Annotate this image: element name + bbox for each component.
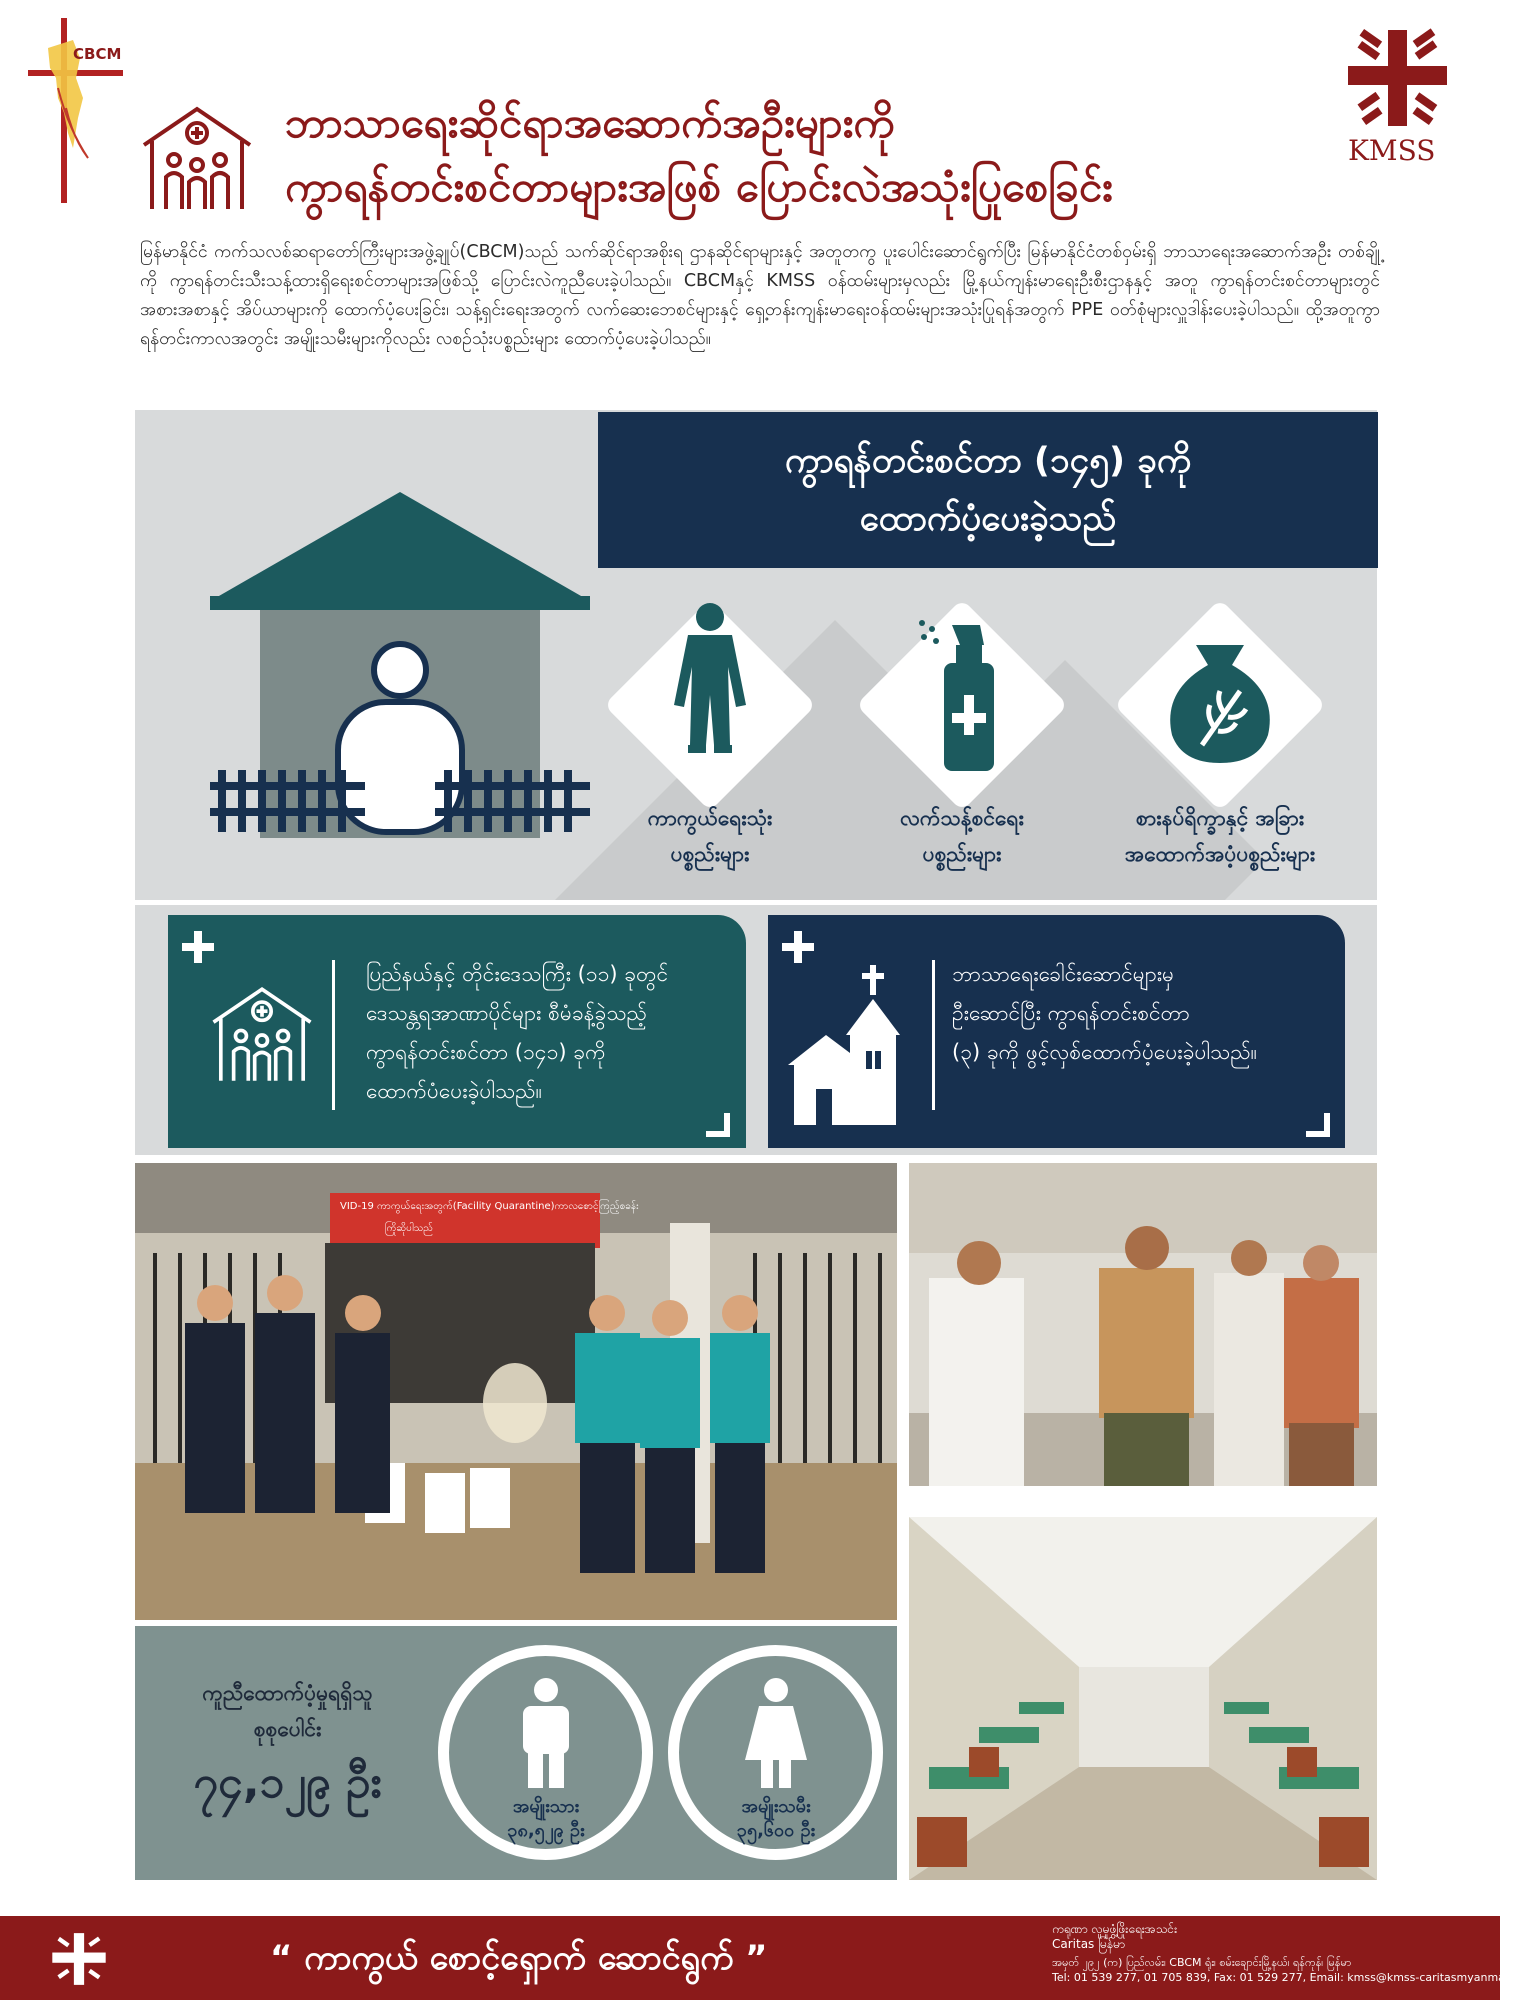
footer-org-line2: Caritas မြန်မာ <box>1052 1937 1125 1951</box>
corner-bracket-icon <box>706 1113 730 1137</box>
religious-led-line1: ဘာသာရေးခေါင်းဆောင်များမှ <box>952 962 1175 986</box>
centers-banner <box>598 412 1378 568</box>
religious-led-line2: ဦးဆောင်ပြီး ကွာရန်တင်းစင်တာ <box>952 1001 1190 1025</box>
centers-banner-line2: ထောက်ပံ့ပေးခဲ့သည် <box>859 499 1117 539</box>
footer-address-line1: အမှတ် ၂၉၂ (က) ပြည်လမ်း၊ CBCM ရုံး၊ စမ်းချောင်းမြို့နယ်၊ ရန်ကုန်၊ မြန်မာ <box>1052 1956 1352 1969</box>
centers-banner-line1: ကွာရန်တင်းစင်တာ (၁၄၅) ခုကို <box>784 441 1192 481</box>
female-label: အမျိုးသမီး <box>741 1796 811 1817</box>
beneficiaries-caption <box>155 1675 420 1747</box>
food-label-line1: စားနပ်ရိက္ခာနှင့် အခြား <box>1135 806 1305 830</box>
female-icon <box>741 1678 811 1788</box>
sanitizer-label <box>812 800 1112 872</box>
kmss-logo <box>1340 28 1455 168</box>
local-authority-line1: ပြည်နယ်နှင့် တိုင်းဒေသကြီး (၁၁) ခုတွင် <box>366 962 669 986</box>
intro-paragraph: မြန်မာနိုင်ငံ ကက်သလစ်ဆရာတော်ကြီးများအဖွဲ့ချုပ်(CBCM)သည် သက်ဆိုင်ရာအစိုးရ ဌာနဆိုင်ရာများနှင့် အတူတကွ ပူးပေါင်းဆောင်ရွက်ပြီး မြန်မာနိုင်ငံတစ်ဝှမ်းရှိ ဘာသာရေးအဆောက်အဦး တစ်ချို့ကို ကွာရန်တင်းသီးသန့်ထားရှိရေးစင်တာများအဖြစ်သို့ ပြောင်းလဲကူညီပေးခဲ့ပါသည်။ CBCMနှင့် KMSS ဝန်ထမ်းများမှလည်း မြို့နယ်ကျန်းမာရေးဦးစီးဌာနနှင့် အတူ ကွာရန်တင်းစင်တာများတွင် အစားအစာနှင့် အိပ်ယာများကို ထောက်ပံ့ပေးခြင်း၊ သန့်ရှင်းရေးအတွက် လက်ဆေးဘေစင်များနှင့် ရှေ့တန်းကျန်းမာရေးဝန်ထမ်းများအသုံးပြုရန်အတွက် PPE ဝတ်စုံများလှူဒါန်းပေးခဲ့ပါသည်။ ထို့အတူကွာရန်တင်းကာလအတွင်း အမျိုးသမီးများကိုလည်း လစဉ်သုံးပစ္စည်းများ ထောက်ပံ့ပေးခဲ့ပါသည်။ <box>140 242 1380 349</box>
male-stat-circle <box>438 1645 653 1860</box>
local-authority-line4: ထောက်ပံပေးခဲ့ပါသည်။ <box>366 1079 542 1103</box>
food-bag-item <box>1110 595 1330 815</box>
card-divider <box>932 960 935 1110</box>
church-building-icon <box>786 965 926 1125</box>
beneficiaries-caption-line2: စုစုပေါင်း <box>253 1717 322 1741</box>
cbcm-logo-text: CBCM <box>73 45 122 63</box>
male-icon <box>511 1678 581 1788</box>
bishops-photo <box>909 1163 1377 1486</box>
photo-banner-text: VID-19 ကာကွယ်ရေးအတွက်(Facility Quarantine)ကာလစောင့်ကြည့်စခန်း <box>340 1201 639 1212</box>
page-title-line1: ဘာသာရေးဆိုင်ရာအဆောက်အဦးများကို <box>285 98 895 147</box>
local-authority-text <box>366 955 668 1111</box>
footer-org-line1: ကရုဏာ လူမှုဖွံ့ဖြိုးရေးအသင်း <box>1052 1922 1178 1936</box>
male-count: ၃၈,၅၂၉ ဦး <box>507 1820 585 1841</box>
quarantine-ward-photo <box>909 1517 1377 1880</box>
religious-led-line3: (၃) ခုကို ဖွင့်လှစ်ထောက်ပံ့ပေးခဲ့ပါသည်။ <box>952 1040 1258 1064</box>
corner-bracket-icon <box>1306 1113 1330 1137</box>
religious-led-text <box>952 955 1257 1072</box>
footer-address-line2: Tel: 01 539 277, 01 705 839, Fax: 01 529 277, Email: kmss@kmss-caritasmyanmar.org <box>1052 1971 1530 1984</box>
footer-address <box>1052 1955 1530 1985</box>
kmss-logo-text: KMSS <box>1348 134 1436 167</box>
religious-led-centers-card <box>768 915 1345 1148</box>
card-divider <box>332 960 335 1110</box>
caritas-logo-icon <box>48 1928 110 1990</box>
footer-organization <box>1052 1922 1177 1952</box>
church-people-icon <box>138 105 256 213</box>
ppe-label-line1: ကာကွယ်ရေးသုံး <box>647 806 773 830</box>
footer-slogan: “ ကာကွယ် စောင့်ရှောက် ဆောင်ရွက် ” <box>270 1938 768 1978</box>
female-stat-circle <box>668 1645 883 1860</box>
food-label <box>1070 800 1370 872</box>
distribution-photo <box>135 1163 897 1620</box>
cbcm-logo <box>28 18 123 203</box>
beneficiaries-total: ၇၄,၁၂၉ ဦး <box>193 1757 382 1808</box>
house-illustration <box>210 490 590 840</box>
food-label-line2: အထောက်အပံ့ပစ္စည်းများ <box>1124 842 1316 866</box>
sanitizer-item <box>852 595 1072 815</box>
beneficiaries-caption-line1: ကူညီထောက်ပံ့မှုရရှိသူ <box>202 1681 373 1705</box>
local-authority-line3: ကွာရန်တင်းစင်တာ (၁၄၁) ခုကို <box>366 1040 606 1064</box>
photo-banner-subtext: ကြိုဆိုပါသည် <box>385 1223 433 1234</box>
sanitizer-label-line2: ပစ္စည်းများ <box>922 842 1002 866</box>
ppe-label-line2: ပစ္စည်းများ <box>670 842 750 866</box>
female-count: ၃၅,၆၀၀ ဦး <box>736 1820 816 1841</box>
ppe-suit-item <box>600 595 820 815</box>
plus-icon <box>778 927 818 967</box>
church-people-icon <box>208 985 316 1085</box>
sanitizer-label-line1: လက်သန့်စင်ရေး <box>900 806 1024 830</box>
plus-icon <box>178 927 218 967</box>
male-label: အမျိုးသား <box>512 1796 580 1817</box>
local-authority-line2: ဒေသန္တရအာဏာပိုင်များ စီမံခန့်ခွဲသည့် <box>366 1001 647 1025</box>
local-authority-centers-card <box>168 915 746 1148</box>
page-title-line2: ကွာရန်တင်းစင်တာများအဖြစ် ပြောင်းလဲအသုံးပြုစေခြင်း <box>285 162 1113 211</box>
